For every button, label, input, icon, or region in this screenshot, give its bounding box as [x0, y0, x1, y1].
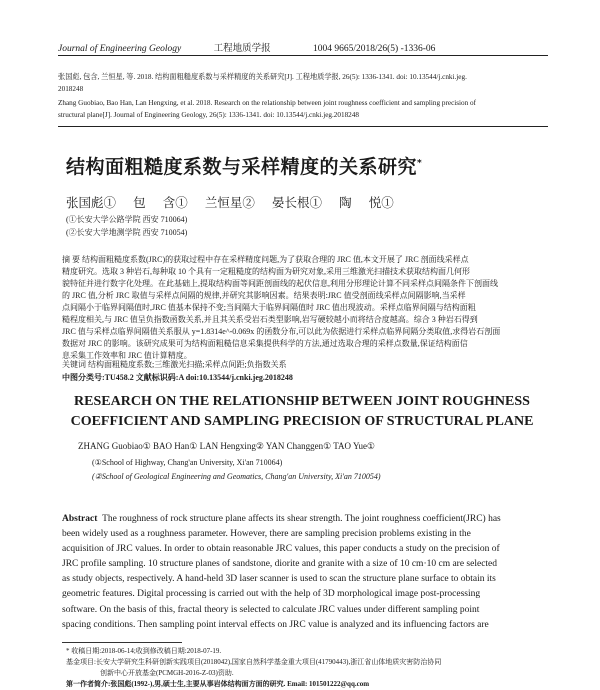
abstract-cn-line: 精度研究。选取 3 种岩石,每种取 10 个具有一定粗糙度的结构面为研究对象,采用三维激光扫描技术获取结构面几何形: [62, 267, 470, 276]
abstract-cn-line: 点间隔小于临界间隔值时,JRC 值基本保持不变;当间隔大于临界间隔值时 JRC 值出现波动。采样点临界间隔与结构面粗: [62, 303, 476, 312]
citation-en: [58, 98, 552, 121]
abstract-en-line: JRC profile sampling. 10 structure planes of sandstone, diorite and granite with a size of 10 cm·10 cm are selected: [62, 559, 498, 570]
citation-en-line: Zhang Guobiao, Bao Han, Lan Hengxing, et al. 2018. Research on the relationship between joint roughness coefficient and sampling precision of: [58, 99, 477, 107]
classification-line: 中图分类号:TU458.2 文献标识码:A doi:10.13544/j.cnki.jeg.2018248: [62, 373, 293, 382]
abstract-label: Abstract: [62, 514, 98, 524]
abstract-cn-line: 貌特征并进行数字化处理。在此基础上,提取结构面等间距剖面线的起伏信息,利用分形理论计算不同采样点间隔条件下剖面线: [62, 279, 498, 288]
title-en: [62, 392, 542, 432]
abstract-en-text: The roughness of rock structure plane affects its shear strength. The joint roughness coefficient(JRC) has: [102, 514, 501, 524]
abstract-en-line: software. On the basis of this, fractal theory is selected to calculate JRC values under different sampling point: [62, 604, 480, 615]
citation-en-line: structural plane[J]. Journal of Engineering Geology, 26(5): 1336-1341. doi: 10.13544/j.cnki.jeg.2018248: [58, 110, 359, 119]
running-header: [58, 40, 538, 54]
footnote-rule: [62, 642, 182, 643]
authors-en: ZHANG Guobiao① BAO Han① LAN Hengxing② YAN Changgen① TAO Yue①: [78, 441, 376, 451]
abstract-en-line: geometric features. Digital processing is carried out with the help of 3D morphological image post-processing: [62, 589, 481, 600]
title-en-line: COEFFICIENT AND SAMPLING PRECISION OF STRUCTURAL PLANE: [70, 414, 534, 429]
issn-line: 1004 9665/2018/26(5) -1336-06: [312, 44, 436, 54]
header-rule: [58, 55, 548, 56]
affiliation-en-1: (①School of Highway, Chang'an University, Xi'an 710064): [92, 458, 283, 467]
affiliation-en-2: (②School of Geological Engineering and Geomatics, Chang'an University, Xi'an 710054): [92, 472, 381, 481]
citation-cn-line: 2018248: [58, 84, 84, 93]
abstract-cn-line: 的 JRC 值,分析 JRC 取值与采样点间隔的规律,并研究其影响因素。结果表明:JRC 值受剖面线采样点间隔影响,当采样: [62, 291, 466, 300]
citation-rule: [58, 126, 548, 127]
footnote-author: 第一作者简介:张国彪(1992-),男,硕士生,主要从事岩体结构面方面的研究. Email: 101501222@qq.com: [66, 680, 370, 688]
citation-cn-line: 张国彪, 包含, 兰恒星, 等. 2018. 结构面粗糙度系数与采样精度的关系研究[J]. 工程地质学报, 26(5): 1336-1341. doi: 10.13544/j.cnki.jeg.: [58, 73, 467, 81]
journal-name-cn: 工程地质学报: [213, 44, 271, 54]
abstract-en-line: spacing conditions. Then sampling point interval effects on JRC value is analyzed and its influencing factors are: [62, 619, 489, 630]
journal-name-en: Journal of Engineering Geology: [58, 44, 182, 54]
citation-cn: [58, 72, 552, 95]
keywords-cn: 关键词 结构面粗糙度系数;三维激光扫描;采样点间距;负指数关系: [62, 360, 287, 369]
abstract-cn-line: 摘 要 结构面粗糙度系数(JRC)的获取过程中存在采样精度问题,为了获取合理的 JRC 值,本文开展了 JRC 剖面线采样点: [62, 255, 469, 264]
affiliation-cn-2: (②长安大学地测学院 西安 710054): [66, 228, 188, 237]
title-cn: [66, 152, 422, 179]
abstract-cn: [62, 254, 546, 362]
abstract-en: [62, 512, 548, 633]
footnote-funding: 基金项目:长安大学研究生科研创新实践项目(2018042),国家自然科学基金重大项目(41790443),浙江省山体地质灾害防治协同: [66, 658, 442, 666]
affiliation-cn-1: (①长安大学公路学院 西安 710064): [66, 215, 188, 224]
abstract-cn-line: 息采集工作效率和 JRC 值计算精度。: [62, 351, 192, 360]
abstract-cn-line: JRC 值与采样点临界间隔值关系服从 y=1.8314e^-0.069x 的函数分布,可以此为依据进行采样点临界间隔分类取值,求得岩石剖面: [62, 327, 501, 336]
authors-cn: 张国彪① 包 含① 兰恒星② 晏长根① 陶 悦①: [66, 196, 394, 210]
abstract-en-line: been widely used as a roughness parameter. However, there are sampling precision problems existing in the: [62, 529, 471, 540]
abstract-en-line: [62, 512, 548, 527]
abstract-en-line: acquisition of JRC values. In order to obtain reasonable JRC values, this paper conducts a study on the precision of: [62, 544, 500, 555]
abstract-cn-line: 糙程度相关,与 JRC 值呈负指数函数关系,并且其关系受岩石类型影响,岩写硬较越小而将结合度越高。综合 3 种岩石得到: [62, 315, 478, 324]
title-cn-text: 结构面粗糙度系数与采样精度的关系研究: [66, 156, 418, 178]
title-footnote-mark: *: [417, 158, 423, 169]
footnote-funding-cont: 创新中心开放基金(PCMGH-2016-Z-03)资助.: [100, 669, 234, 677]
title-en-line: RESEARCH ON THE RELATIONSHIP BETWEEN JOINT ROUGHNESS: [74, 394, 530, 409]
abstract-cn-line: 数据对 JRC 的影响。该研究成果可为结构面粗糙信息采集提供科学的方法,通过选取合理的采样点数量,保证结构面信: [62, 339, 468, 348]
abstract-en-line: as study objects, respectively. A hand-held 3D laser scanner is used to scan the structure plane surface to obtain its: [62, 574, 496, 585]
footnote-received: * 收稿日期:2018-06-14;收到修改稿日期:2018-07-19.: [66, 647, 222, 655]
